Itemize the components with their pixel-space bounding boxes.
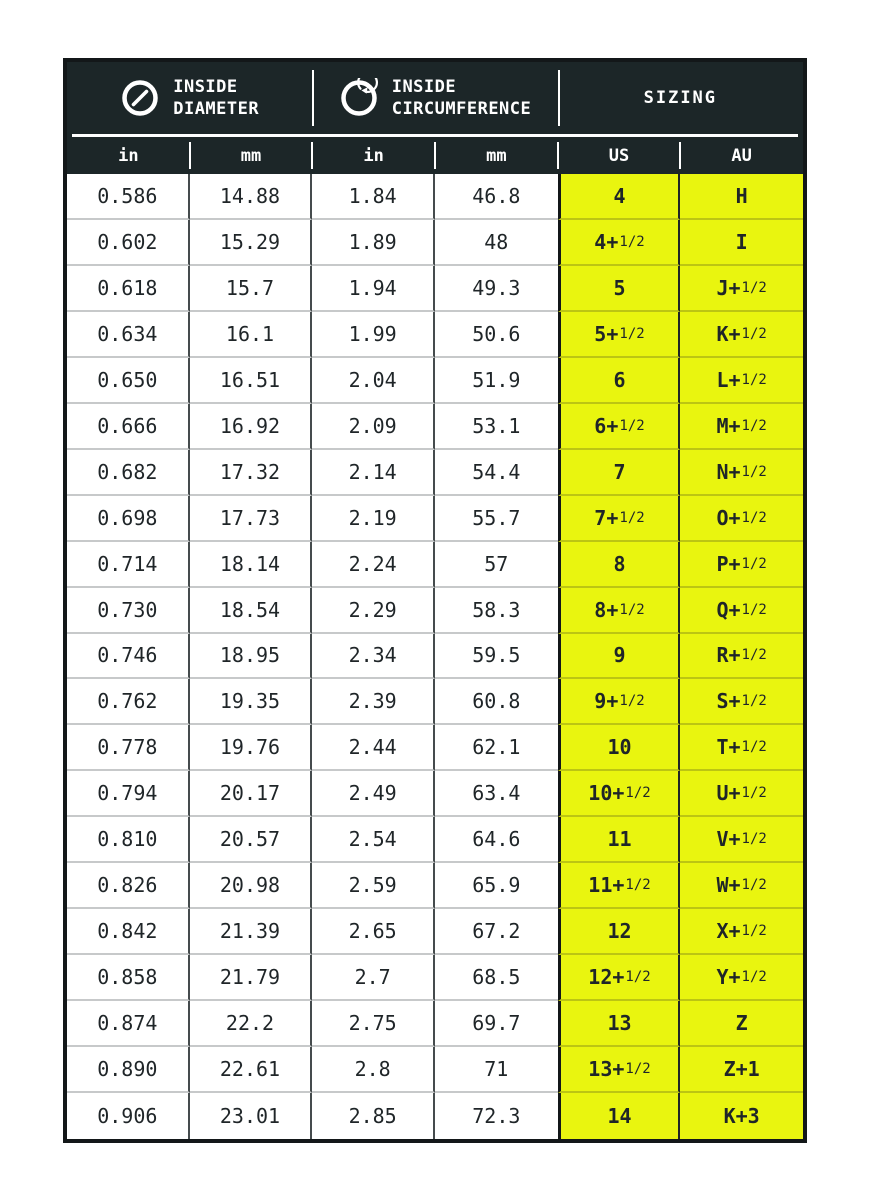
table-row bbox=[67, 955, 803, 1001]
diameter-mm-cell: 22.61 bbox=[190, 1047, 313, 1093]
table-row bbox=[67, 404, 803, 450]
circumference-in-cell: 2.75 bbox=[312, 1001, 435, 1047]
us-size-cell: 11+ 1/2 bbox=[558, 863, 681, 909]
us-size-cell: 6 bbox=[558, 358, 681, 404]
diameter-in-cell: 0.874 bbox=[67, 1001, 190, 1047]
circumference-mm-cell: 60.8 bbox=[435, 679, 558, 725]
circumference-in-cell: 2.19 bbox=[312, 496, 435, 542]
au-size-cell: K+ 1/2 bbox=[680, 312, 803, 358]
au-size-cell: R+ 1/2 bbox=[680, 634, 803, 680]
diameter-mm-cell: 20.17 bbox=[190, 771, 313, 817]
circumference-mm-cell: 67.2 bbox=[435, 909, 558, 955]
diameter-mm-cell: 20.98 bbox=[190, 863, 313, 909]
diameter-in-cell: 0.666 bbox=[67, 404, 190, 450]
diameter-mm-cell: 18.95 bbox=[190, 634, 313, 680]
au-size-cell: P+ 1/2 bbox=[680, 542, 803, 588]
col-header-diameter-in: in bbox=[118, 145, 139, 166]
circumference-in-cell: 2.44 bbox=[312, 725, 435, 771]
us-size-cell: 13 bbox=[558, 1001, 681, 1047]
table-row bbox=[67, 542, 803, 588]
col-header-us-size: US bbox=[558, 137, 681, 174]
circumference-mm-cell: 62.1 bbox=[435, 725, 558, 771]
us-size-cell: 5 bbox=[558, 266, 681, 312]
circumference-mm-cell: 64.6 bbox=[435, 817, 558, 863]
table-row bbox=[67, 496, 803, 542]
diameter-mm-cell: 17.32 bbox=[190, 450, 313, 496]
circumference-in-cell: 2.14 bbox=[312, 450, 435, 496]
circumference-in-cell: 2.7 bbox=[312, 955, 435, 1001]
diameter-mm-cell: 20.57 bbox=[190, 817, 313, 863]
circumference-in-cell: 2.39 bbox=[312, 679, 435, 725]
au-size-cell: K+3 bbox=[680, 1093, 803, 1139]
diameter-in-cell: 0.586 bbox=[67, 174, 190, 220]
table-row bbox=[67, 634, 803, 680]
diameter-mm-cell: 21.39 bbox=[190, 909, 313, 955]
table-row bbox=[67, 771, 803, 817]
us-size-cell: 7+ 1/2 bbox=[558, 496, 681, 542]
diameter-in-cell: 0.634 bbox=[67, 312, 190, 358]
header-label-line2: CIRCUMFERENCE bbox=[391, 99, 532, 119]
diameter-in-cell: 0.650 bbox=[67, 358, 190, 404]
au-size-cell: Z bbox=[680, 1001, 803, 1047]
ring-size-conversion-table bbox=[63, 58, 807, 1143]
table-row bbox=[67, 588, 803, 634]
circumference-mm-cell: 51.9 bbox=[435, 358, 558, 404]
diameter-in-cell: 0.698 bbox=[67, 496, 190, 542]
circumference-mm-cell: 65.9 bbox=[435, 863, 558, 909]
diameter-in-cell: 0.810 bbox=[67, 817, 190, 863]
diameter-mm-cell: 18.54 bbox=[190, 588, 313, 634]
diameter-mm-cell: 19.76 bbox=[190, 725, 313, 771]
diameter-mm-cell: 16.1 bbox=[190, 312, 313, 358]
diameter-in-cell: 0.618 bbox=[67, 266, 190, 312]
au-size-cell: J+ 1/2 bbox=[680, 266, 803, 312]
au-size-cell: Q+ 1/2 bbox=[680, 588, 803, 634]
table-row bbox=[67, 358, 803, 404]
circumference-in-cell: 2.09 bbox=[312, 404, 435, 450]
circumference-in-cell: 2.04 bbox=[312, 358, 435, 404]
au-size-cell: T+ 1/2 bbox=[680, 725, 803, 771]
diameter-in-cell: 0.746 bbox=[67, 634, 190, 680]
au-size-cell: I bbox=[680, 220, 803, 266]
header-label-line1: INSIDE bbox=[391, 77, 457, 97]
diameter-mm-cell: 15.7 bbox=[190, 266, 313, 312]
circumference-in-cell: 2.85 bbox=[312, 1093, 435, 1139]
diameter-mm-cell: 23.01 bbox=[190, 1093, 313, 1139]
au-size-cell: L+ 1/2 bbox=[680, 358, 803, 404]
au-size-cell: O+ 1/2 bbox=[680, 496, 803, 542]
circumference-mm-cell: 68.5 bbox=[435, 955, 558, 1001]
table-row bbox=[67, 679, 803, 725]
circumference-mm-cell: 59.5 bbox=[435, 634, 558, 680]
col-header-au-size: AU bbox=[680, 137, 803, 174]
us-size-cell: 7 bbox=[558, 450, 681, 496]
diameter-in-cell: 0.682 bbox=[67, 450, 190, 496]
circumference-mm-cell: 57 bbox=[435, 542, 558, 588]
col-header-diameter-mm: mm bbox=[190, 137, 313, 174]
diameter-in-cell: 0.730 bbox=[67, 588, 190, 634]
header-inside-diameter bbox=[67, 62, 312, 134]
circumference-in-cell: 2.59 bbox=[312, 863, 435, 909]
us-size-cell: 9 bbox=[558, 634, 681, 680]
col-header-circumference-mm: mm bbox=[435, 137, 558, 174]
diameter-in-cell: 0.890 bbox=[67, 1047, 190, 1093]
table-header bbox=[67, 62, 803, 134]
diameter-mm-cell: 16.92 bbox=[190, 404, 313, 450]
table-row bbox=[67, 909, 803, 955]
circumference-mm-cell: 46.8 bbox=[435, 174, 558, 220]
circumference-icon bbox=[339, 78, 379, 118]
table-row bbox=[67, 450, 803, 496]
circumference-mm-cell: 58.3 bbox=[435, 588, 558, 634]
circumference-in-cell: 1.99 bbox=[312, 312, 435, 358]
header-divider bbox=[558, 70, 560, 126]
au-size-cell: S+ 1/2 bbox=[680, 679, 803, 725]
us-size-cell: 14 bbox=[558, 1093, 681, 1139]
circumference-in-cell: 1.89 bbox=[312, 220, 435, 266]
diameter-in-cell: 0.794 bbox=[67, 771, 190, 817]
diameter-mm-cell: 21.79 bbox=[190, 955, 313, 1001]
table-row bbox=[67, 1001, 803, 1047]
au-size-cell: M+ 1/2 bbox=[680, 404, 803, 450]
us-size-cell: 11 bbox=[558, 817, 681, 863]
au-size-cell: W+ 1/2 bbox=[680, 863, 803, 909]
diameter-in-cell: 0.906 bbox=[67, 1093, 190, 1139]
circumference-in-cell: 2.8 bbox=[312, 1047, 435, 1093]
header-label-line1: INSIDE bbox=[173, 77, 238, 97]
circumference-mm-cell: 48 bbox=[435, 220, 558, 266]
diameter-icon bbox=[120, 78, 160, 118]
table-body bbox=[67, 174, 803, 1139]
us-size-cell: 6+ 1/2 bbox=[558, 404, 681, 450]
table-row bbox=[67, 220, 803, 266]
au-size-cell: N+ 1/2 bbox=[680, 450, 803, 496]
diameter-mm-cell: 15.29 bbox=[190, 220, 313, 266]
circumference-in-cell: 1.94 bbox=[312, 266, 435, 312]
diameter-in-cell: 0.778 bbox=[67, 725, 190, 771]
diameter-mm-cell: 16.51 bbox=[190, 358, 313, 404]
diameter-mm-cell: 19.35 bbox=[190, 679, 313, 725]
circumference-in-cell: 2.24 bbox=[312, 542, 435, 588]
header-sizing bbox=[558, 62, 803, 134]
us-size-cell: 5+ 1/2 bbox=[558, 312, 681, 358]
table-row bbox=[67, 817, 803, 863]
diameter-in-cell: 0.826 bbox=[67, 863, 190, 909]
circumference-mm-cell: 71 bbox=[435, 1047, 558, 1093]
table-row bbox=[67, 863, 803, 909]
us-size-cell: 13+ 1/2 bbox=[558, 1047, 681, 1093]
table-row bbox=[67, 725, 803, 771]
circumference-mm-cell: 53.1 bbox=[435, 404, 558, 450]
diameter-in-cell: 0.842 bbox=[67, 909, 190, 955]
au-size-cell: U+ 1/2 bbox=[680, 771, 803, 817]
us-size-cell: 12 bbox=[558, 909, 681, 955]
us-size-cell: 8+ 1/2 bbox=[558, 588, 681, 634]
circumference-mm-cell: 63.4 bbox=[435, 771, 558, 817]
circumference-mm-cell: 72.3 bbox=[435, 1093, 558, 1139]
circumference-mm-cell: 69.7 bbox=[435, 1001, 558, 1047]
circumference-in-cell: 1.84 bbox=[312, 174, 435, 220]
header-inside-circumference bbox=[312, 62, 557, 134]
circumference-mm-cell: 55.7 bbox=[435, 496, 558, 542]
header-label-line2: DIAMETER bbox=[173, 99, 260, 119]
us-size-cell: 10 bbox=[558, 725, 681, 771]
table-row bbox=[67, 1093, 803, 1139]
us-size-cell: 9+ 1/2 bbox=[558, 679, 681, 725]
diameter-mm-cell: 14.88 bbox=[190, 174, 313, 220]
table-row bbox=[67, 312, 803, 358]
au-size-cell: X+ 1/2 bbox=[680, 909, 803, 955]
diameter-in-cell: 0.858 bbox=[67, 955, 190, 1001]
col-header-circumference-in: in bbox=[312, 137, 435, 174]
circumference-in-cell: 2.29 bbox=[312, 588, 435, 634]
us-size-cell: 10+ 1/2 bbox=[558, 771, 681, 817]
us-size-cell: 4+ 1/2 bbox=[558, 220, 681, 266]
circumference-in-cell: 2.54 bbox=[312, 817, 435, 863]
au-size-cell: V+ 1/2 bbox=[680, 817, 803, 863]
us-size-cell: 4 bbox=[558, 174, 681, 220]
diameter-in-cell: 0.602 bbox=[67, 220, 190, 266]
circumference-mm-cell: 49.3 bbox=[435, 266, 558, 312]
table-row bbox=[67, 1047, 803, 1093]
header-label-sizing: SIZING bbox=[643, 88, 718, 108]
us-size-cell: 12+ 1/2 bbox=[558, 955, 681, 1001]
circumference-mm-cell: 54.4 bbox=[435, 450, 558, 496]
diameter-mm-cell: 17.73 bbox=[190, 496, 313, 542]
circumference-in-cell: 2.65 bbox=[312, 909, 435, 955]
header-divider bbox=[312, 70, 314, 126]
diameter-in-cell: 0.714 bbox=[67, 542, 190, 588]
circumference-mm-cell: 50.6 bbox=[435, 312, 558, 358]
table-row bbox=[67, 174, 803, 220]
au-size-cell: Y+ 1/2 bbox=[680, 955, 803, 1001]
diameter-mm-cell: 18.14 bbox=[190, 542, 313, 588]
unit-header-row bbox=[67, 137, 803, 174]
circumference-in-cell: 2.34 bbox=[312, 634, 435, 680]
diameter-mm-cell: 22.2 bbox=[190, 1001, 313, 1047]
table-row bbox=[67, 266, 803, 312]
au-size-cell: Z+1 bbox=[680, 1047, 803, 1093]
au-size-cell: H bbox=[680, 174, 803, 220]
diameter-in-cell: 0.762 bbox=[67, 679, 190, 725]
circumference-in-cell: 2.49 bbox=[312, 771, 435, 817]
us-size-cell: 8 bbox=[558, 542, 681, 588]
